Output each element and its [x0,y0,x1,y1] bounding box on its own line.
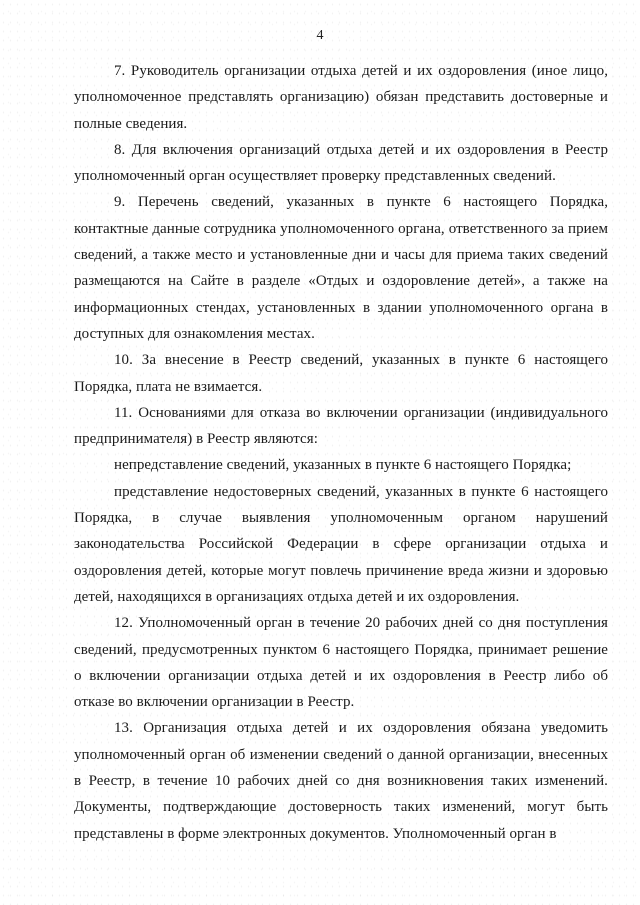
paragraph-7: 7. Руководитель организации отдыха детей и их оздоровления (иное лицо, уполномоченное представлять организацию) обязан представить достоверные и полные сведения. [74,63,608,132]
document-body [74,58,608,847]
page-number: 4 [316,28,324,43]
paragraph-11: 11. Основаниями для отказа во включении организации (индивидуального предпринимателя) в Реестр являются: [74,404,608,448]
paragraph-10: 10. За внесение в Реестр сведений, указанных в пункте 6 настоящего Порядка, плата не взимается. [74,352,608,395]
paragraph-11-item-2: представление недостоверных сведений, указанных в пункте 6 настоящего Порядка, в случае выявления уполномоченным органом нарушений законодательства Российской Федерации в сфере организации отдыха и оздоровления детей, которые могут повлечь причинение вреда жизни и здоровью детей, находящихся в организациях отдыха детей и их оздоровления. [74,483,608,605]
paragraph-8: 8. Для включения организаций отдыха детей и их оздоровления в Реестр уполномоченный орган осуществляет проверку представленных сведений. [74,141,608,185]
paragraph-9: 9. Перечень сведений, указанных в пункте 6 настоящего Порядка, контактные данные сотрудника уполномоченного органа, ответственного за прием сведений, а также место и установленные дни и часы для приема таких сведений размещаются на Сайте в разделе «Отдых и оздоровление детей», а также на информационных стендах, установленных в здании уполномоченного органа в доступных для ознакомления местах. [74,194,608,342]
paragraph-12: 12. Уполномоченный орган в течение 20 рабочих дней со дня поступления сведений, предусмотренных пунктом 6 настоящего Порядка, принимает решение о включении организации отдыха детей и их оздоровления в Реестр либо об отказе во включении организации в Реестр. [74,615,608,711]
paragraph-11-item-1: непредставление сведений, указанных в пункте 6 настоящего Порядка; [114,457,572,474]
paragraph-13: 13. Организация отдыха детей и их оздоровления обязана уведомить уполномоченный орган об изменении сведений о данной организации, внесенных в Реестр, в течение 10 рабочих дней со дня возникновения таких изменений. Документы, подтверждающие достоверность таких изменений, могут быть представлены в форме электронных документов. Уполномоченный орган в [74,720,608,842]
